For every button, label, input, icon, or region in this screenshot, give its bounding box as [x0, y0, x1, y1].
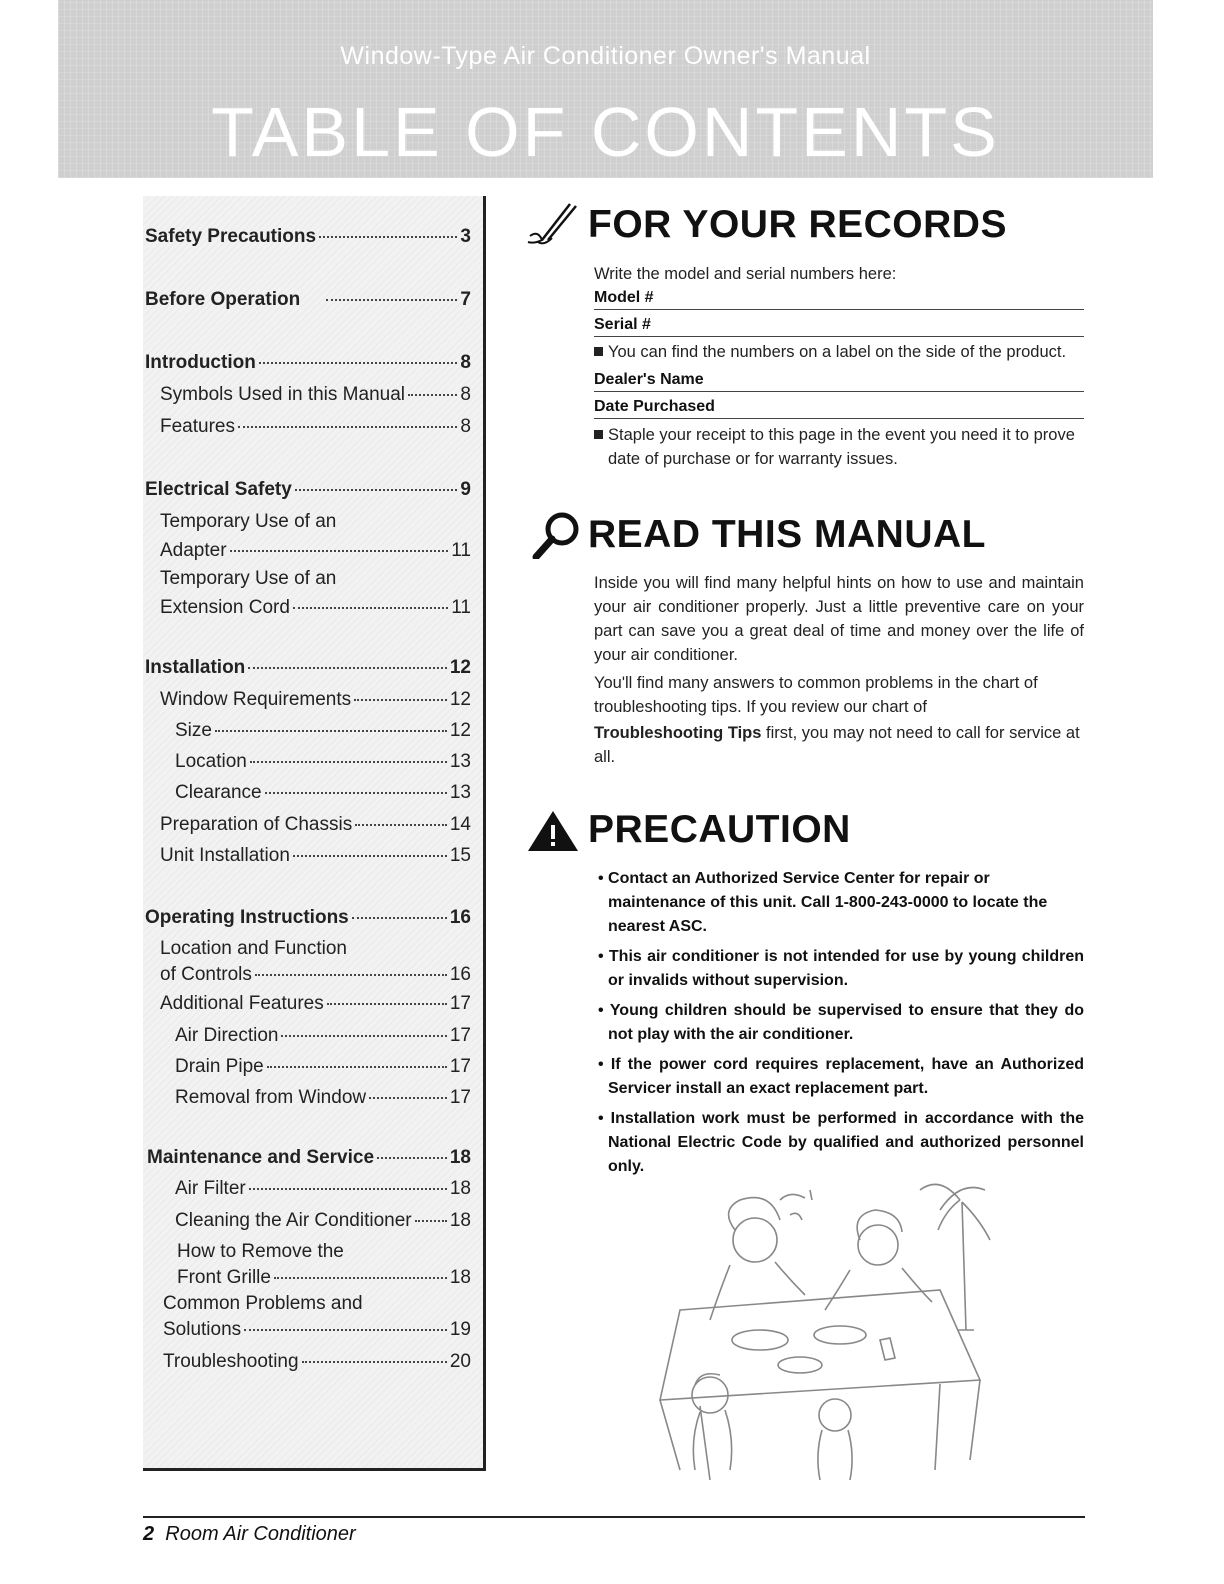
toc-entry-label: Before Operation: [145, 289, 301, 310]
toc-entry[interactable]: [175, 751, 471, 773]
toc-entry[interactable]: [163, 1351, 471, 1373]
toc-entry[interactable]: [147, 1147, 471, 1169]
page-footer: [143, 1523, 356, 1546]
toc-entry-page: 18: [449, 1178, 471, 1199]
toc-entry-label: Location: [175, 751, 247, 772]
precaution-item-text: Contact an Authorized Service Center for repair or maintenance of this unit. Call 1-800-243-0000 to locate the nearest ASC.: [608, 870, 1048, 935]
toc-entry-label: Solutions: [163, 1319, 242, 1340]
page-number: 2: [143, 1523, 155, 1545]
toc-entry[interactable]: [145, 479, 471, 501]
toc-entry[interactable]: [160, 511, 471, 562]
toc-entry-label: Maintenance and Service: [147, 1147, 375, 1168]
toc-entry-page: 16: [449, 964, 471, 985]
toc-entry-page: 17: [449, 1087, 471, 1108]
precaution-item-text: Installation work must be performed in accordance with the National Electric Code by qualified and authorized personnel only.: [608, 1110, 1085, 1175]
read-heading-text: READ THIS MANUAL: [588, 513, 986, 556]
read-paragraph-1: Inside you will find many helpful hints on how to use and maintain your air conditioner properly. Just a little preventive care on your part can save you a great deal of time and money over the life of your air conditioner.: [594, 574, 1084, 664]
toc-entry-label: Unit Installation: [160, 845, 290, 866]
toc-entry[interactable]: [160, 814, 471, 836]
toc-entry[interactable]: [175, 1025, 471, 1047]
toc-entry[interactable]: [175, 1056, 471, 1078]
read-paragraph-3-rest: first, you may not need to call for service at all.: [594, 724, 1080, 766]
pen-icon: [524, 200, 582, 250]
records-heading: [524, 200, 1089, 250]
toc-entry-prefix: Common Problems and: [163, 1293, 363, 1314]
toc-entry[interactable]: [160, 568, 471, 619]
toc-entry-label: Safety Precautions: [145, 226, 317, 247]
toc-entry-label: Features: [160, 416, 235, 437]
toc-entry-page: 18: [449, 1210, 471, 1231]
toc-entry[interactable]: [175, 1178, 471, 1200]
toc-entry-label: Clearance: [175, 782, 262, 803]
toc-entry-label: Troubleshooting: [163, 1351, 299, 1372]
toc-entry-prefix: Temporary Use of an: [160, 511, 337, 532]
toc-entry-label: Additional Features: [160, 993, 324, 1014]
toc-entry-prefix: How to Remove the: [177, 1241, 344, 1262]
toc-entry[interactable]: [175, 720, 471, 742]
toc-entry-page: 3: [460, 226, 471, 247]
toc-entry-label: Operating Instructions: [145, 907, 349, 928]
toc-entry-page: 16: [449, 907, 471, 928]
toc-entry-page: 13: [449, 751, 471, 772]
toc-entry-page: 20: [449, 1351, 471, 1372]
precaution-item: • If the power cord requires replacement, have an Authorized Servicer install an exact replacement part.: [598, 1056, 1084, 1097]
header-banner: [58, 0, 1153, 178]
toc-entry[interactable]: [160, 845, 471, 867]
toc-entry-page: 18: [449, 1267, 471, 1288]
toc-entry-page: 11: [451, 597, 471, 618]
toc-entry[interactable]: [177, 1241, 471, 1289]
toc-entry-page: 13: [449, 782, 471, 803]
toc-entry[interactable]: [145, 657, 471, 679]
toc-entry-label: Installation: [145, 657, 246, 678]
toc-entry[interactable]: [163, 1293, 471, 1341]
precaution-heading: [524, 807, 1089, 853]
toc-entry-label: Symbols Used in this Manual: [160, 384, 405, 405]
precaution-item-text: This air conditioner is not intended for use by young children or invalids without supervision.: [608, 948, 1085, 989]
toc-entry-label: Window Requirements: [160, 689, 352, 710]
toc-entry-label: Electrical Safety: [145, 479, 292, 500]
right-column: [524, 200, 1089, 1185]
precaution-item: • Contact an Authorized Service Center for repair or maintenance of this unit. Call 1-800-243-0000 to locate the nearest ASC.: [598, 870, 1048, 935]
toc-entry[interactable]: [160, 938, 471, 986]
toc-entry-page: 12: [449, 720, 471, 741]
read-paragraph-3: [594, 721, 1084, 769]
read-paragraph-2: You'll find many answers to common problems in the chart of troubleshooting tips. If you review our chart of: [594, 674, 1038, 716]
toc-entry[interactable]: [145, 289, 471, 311]
records-note: You can find the numbers on a label on the side of the product.: [594, 340, 1084, 364]
records-intro: Write the model and serial numbers here:: [594, 265, 897, 283]
date-purchased-field[interactable]: Date Purchased: [594, 395, 1084, 419]
toc-entry-page: 15: [449, 845, 471, 866]
toc-entry-page: 14: [449, 814, 471, 835]
toc-entry-page: 18: [449, 1147, 471, 1168]
toc-entry-page: 19: [449, 1319, 471, 1340]
toc-entry-label: of Controls: [160, 964, 252, 985]
model-number-field[interactable]: Model #: [594, 286, 1084, 310]
toc-entry-page: 17: [449, 1056, 471, 1077]
precaution-item-text: If the power cord requires replacement, have an Authorized Servicer install an exact replacement part.: [608, 1056, 1084, 1097]
toc-entry[interactable]: [160, 416, 471, 438]
toc-entry-label: Introduction: [145, 352, 256, 373]
toc-entry[interactable]: [145, 352, 471, 374]
toc-entry-label: Air Filter: [175, 1178, 246, 1199]
toc-panel: [143, 196, 486, 1471]
toc-entry-label: Drain Pipe: [175, 1056, 264, 1077]
picnic-illustration: [640, 1170, 1020, 1490]
records-receipt-note: Staple your receipt to this page in the event you need it to prove date of purchase or for warranty issues.: [594, 423, 1084, 471]
toc-entry[interactable]: [175, 1087, 471, 1109]
toc-entry[interactable]: [160, 384, 471, 406]
banner-subtitle: Window-Type Air Conditioner Owner's Manual: [340, 42, 871, 70]
toc-entry[interactable]: [160, 993, 471, 1015]
precaution-item: • This air conditioner is not intended for use by young children or invalids without supervision.: [598, 948, 1085, 989]
toc-entry-label: Air Direction: [175, 1025, 279, 1046]
toc-entry-label: Front Grille: [177, 1267, 271, 1288]
toc-entry-prefix: Location and Function: [160, 938, 347, 959]
precaution-item: • Young children should be supervised to ensure that they do not play with the air conditioner.: [598, 1002, 1084, 1043]
toc-entry-page: 11: [451, 540, 471, 561]
toc-entry[interactable]: [145, 907, 471, 929]
page-title: TABLE OF CONTENTS: [211, 93, 1000, 171]
toc-entry-label: Removal from Window: [175, 1087, 367, 1108]
toc-entry-label: Adapter: [160, 540, 227, 561]
precaution-item: • Installation work must be performed in accordance with the National Electric Code by qualified and authorized personnel only.: [598, 1110, 1085, 1175]
precaution-item-text: Young children should be supervised to ensure that they do not play with the air conditioner.: [608, 1002, 1084, 1043]
serial-number-field[interactable]: Serial #: [594, 313, 1084, 337]
read-heading: [524, 511, 1089, 559]
toc-entry-label: Extension Cord: [160, 597, 290, 618]
toc-entry-page: 12: [449, 689, 471, 710]
dealer-name-field[interactable]: Dealer's Name: [594, 368, 1084, 392]
magnifier-icon: [524, 511, 582, 559]
toc-entry-page: 8: [460, 352, 471, 373]
toc-entry[interactable]: [175, 782, 471, 804]
warning-icon: [524, 807, 582, 853]
toc-entry-page: 9: [460, 479, 471, 500]
troubleshooting-tips-emphasis: Troubleshooting Tips: [594, 724, 762, 742]
toc-entry-label: Cleaning the Air Conditioner: [175, 1210, 412, 1231]
toc-entry-label: Size: [175, 720, 212, 741]
toc-entry-page: 17: [449, 993, 471, 1014]
toc-entry-page: 12: [449, 657, 471, 678]
toc-entry[interactable]: [175, 1210, 471, 1232]
toc-entry[interactable]: [160, 689, 471, 711]
toc-entry-page: 8: [460, 416, 471, 437]
precaution-heading-text: PRECAUTION: [588, 808, 851, 851]
toc-entry-label: Preparation of Chassis: [160, 814, 353, 835]
records-heading-text: FOR YOUR RECORDS: [588, 203, 1007, 246]
toc-entry-page: 17: [449, 1025, 471, 1046]
toc-entry-page: 7: [460, 289, 471, 310]
footer-title: Room Air Conditioner: [165, 1523, 356, 1545]
toc-entry[interactable]: [145, 226, 471, 248]
toc-entry-prefix: Temporary Use of an: [160, 568, 337, 589]
toc-entry-page: 8: [460, 384, 471, 405]
footer-rule: [143, 1516, 1085, 1518]
